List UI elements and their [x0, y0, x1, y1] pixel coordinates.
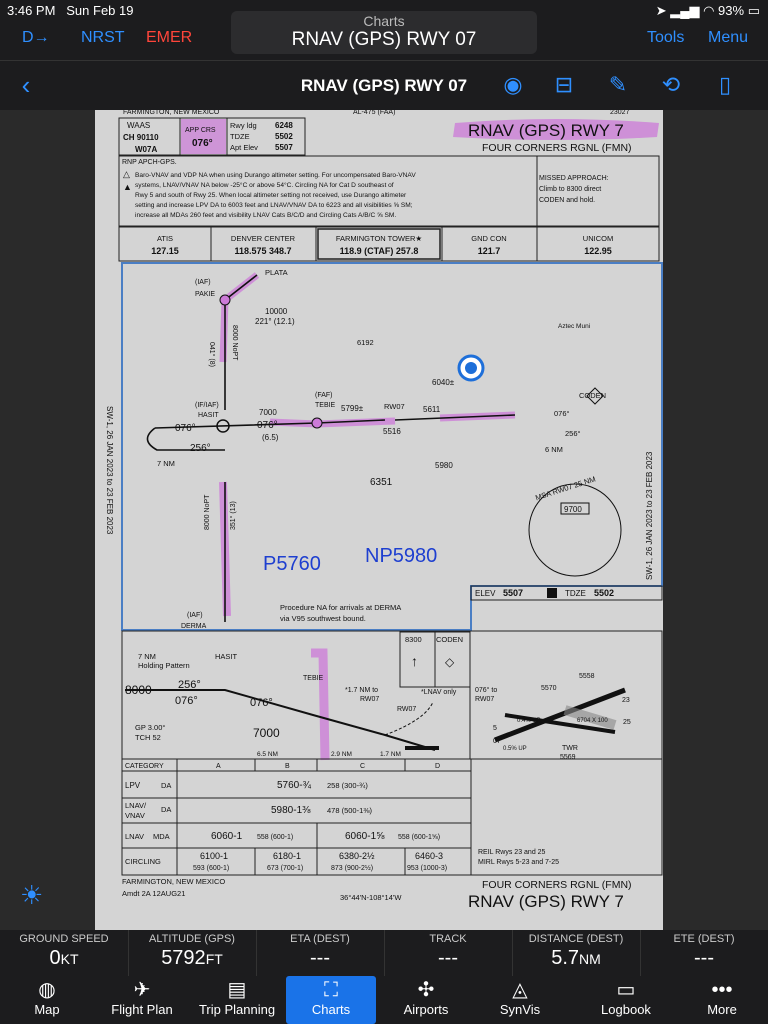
tdze-value: 5502: [275, 132, 293, 141]
freq-atis-value: 127.15: [151, 246, 179, 256]
note-line-3: Rwy 5 and south of Rwy 25. When local altimeter setting not received, use Durango altimeter: [135, 192, 407, 199]
glidepath: GP 3.00°: [135, 723, 166, 732]
profile-alt-8000: 8000: [125, 683, 152, 697]
profile-course-256: 256°: [178, 679, 201, 691]
freq-unicom-name: UNICOM: [582, 234, 614, 243]
document-title: RNAV (GPS) RWY 07: [291, 29, 477, 50]
rnp-note: RNP APCH-GPS.: [122, 159, 177, 166]
apt-elev-value: 5507: [275, 143, 293, 152]
nrst-button[interactable]: NRST: [81, 29, 125, 46]
tab-logbook[interactable]: [576, 976, 676, 1024]
circling-label: CIRCLING: [125, 857, 161, 866]
cat-a: A: [216, 763, 221, 770]
course-256-hold: 256°: [190, 443, 211, 454]
diag-slope-2: 0.5% UP: [503, 746, 527, 752]
stat-altitude[interactable]: [128, 930, 257, 976]
side-date-right: SW-1, 26 JAN 2023 to 23 FEB 2023: [645, 451, 654, 580]
stat-value: ---: [310, 947, 330, 969]
nopt-8000-south: 8000 NoPT: [204, 494, 211, 530]
diag-slope-up: 0.4% UP: [517, 718, 541, 724]
chart-title: RNAV (GPS) RWY 07: [300, 76, 468, 95]
hasit-label-1: (IF/IAF): [195, 402, 219, 409]
footer-title: RNAV (GPS) RWY 7: [468, 892, 624, 911]
stat-ground-speed[interactable]: [0, 930, 129, 976]
diag-course-076-2: RW07: [475, 696, 495, 703]
circ-a-hat: 593 (600-1): [193, 865, 230, 872]
course-041: 041° (8): [208, 342, 215, 367]
missed-approach-2: Climb to 8300 direct: [539, 186, 602, 193]
freq-tower-value: 118.9 (CTAF) 257.8: [339, 246, 419, 256]
elev-5799: 5799±: [341, 404, 364, 413]
stat-label: ETE (DEST): [673, 933, 735, 945]
back-chevron-icon[interactable]: ‹: [21, 70, 31, 100]
tebie-label-1: (FAF): [315, 392, 333, 399]
header-number: 23027: [610, 110, 630, 116]
footer-amdt: Amdt 2A 12AUG21: [122, 889, 186, 898]
diag-elev-5570: 5570: [541, 685, 557, 692]
lpv-hat: 258 (300-¾): [327, 781, 368, 790]
globe-georef-icon[interactable]: ◉: [503, 72, 523, 97]
top-navigation-bar: [0, 0, 768, 60]
circ-d-hat: 953 (1000-3): [407, 865, 448, 872]
waas-label: WAAS: [127, 121, 151, 130]
profile-alt-7000: 7000: [253, 726, 280, 740]
emer-button[interactable]: EMER: [146, 29, 193, 46]
plata-label: PLATA: [265, 268, 288, 277]
elev-5611: 5611: [423, 405, 441, 414]
procedure-title: RNAV (GPS) RWY 7: [468, 121, 624, 140]
brightness-icon[interactable]: ☀: [20, 880, 44, 910]
lnav-vnav-hat: 478 (500-1⅜): [327, 806, 373, 815]
charts-icon: ⛶: [324, 979, 338, 1001]
stat-track[interactable]: [384, 930, 513, 976]
wifi-icon: ◠: [703, 3, 715, 18]
diag-rw25: 25: [623, 719, 631, 726]
tebie-fix-icon: [312, 418, 322, 428]
clipboard-icon: ▤: [227, 979, 247, 1001]
rotate-icon[interactable]: ⟲: [661, 72, 681, 97]
synvis-icon: ◬: [512, 979, 528, 1001]
profile-tebie: TEBIE: [303, 675, 324, 682]
pakie-label-2: PAKIE: [195, 291, 216, 298]
diag-rw5: 5: [493, 725, 497, 732]
lnav-vnav-da: DA: [161, 805, 172, 814]
battery-icon: ▭: [747, 3, 760, 18]
waas-id: W07A: [135, 145, 158, 154]
lnav-ab-hat: 558 (600-1): [257, 834, 294, 841]
profile-hasit: HASIT: [215, 652, 238, 661]
clock: 3:46 PM: [7, 3, 56, 18]
app-crs-label: APP CRS: [185, 127, 216, 134]
stat-distance[interactable]: [512, 930, 641, 976]
document-title-button[interactable]: [231, 11, 537, 54]
tch: TCH 52: [135, 733, 161, 742]
tab-charts[interactable]: [286, 976, 376, 1024]
footer-airport: FOUR CORNERS RGNL (FMN): [482, 879, 632, 891]
diag-course-076-1: 076° to: [475, 687, 498, 694]
footer-coords: 36°44'N-108°14'W: [340, 893, 402, 902]
ma-altitude: 8300: [405, 635, 422, 644]
ma-climb-arrow-icon: ↑: [411, 653, 418, 669]
tebie-label-2: TEBIE: [315, 402, 336, 409]
lnav-vnav-minimum-annotation: NP5980: [365, 545, 438, 567]
signal-icon: ▂▄▆: [670, 3, 700, 18]
diag-twr-elev: 5569: [560, 754, 576, 761]
msa-altitude: 9700: [564, 505, 582, 514]
freq-atis-name: ATIS: [156, 234, 174, 243]
location-icon: ➤: [655, 3, 667, 18]
lpv-minimum-annotation: P5760: [263, 553, 321, 575]
warning-icon: △: [123, 169, 130, 179]
tab-synvis[interactable]: [472, 976, 568, 1024]
aztec-label: Aztec Muni: [558, 323, 591, 330]
battery-level: 93%: [718, 3, 745, 18]
lpv-label: LPV: [125, 781, 141, 790]
rw07-label: RW07: [384, 402, 405, 411]
diag-twr: TWR: [562, 745, 578, 752]
tools-button[interactable]: Tools: [647, 29, 685, 46]
holding-line-1: 7 NM: [138, 652, 156, 661]
tab-trip-planning[interactable]: [190, 976, 284, 1024]
circ-c-hat: 873 (900-2½): [331, 865, 374, 872]
tab-label: SynVis: [499, 1002, 541, 1017]
hold-course-256: 256°: [565, 429, 581, 438]
globe-icon: ◍: [38, 979, 56, 1001]
diag-rw07: 07: [493, 738, 501, 745]
alt-7000-plan: 7000: [259, 408, 277, 417]
elev-label: ELEV: [475, 589, 496, 598]
course-076-left: 076°: [175, 423, 196, 434]
alternate-icon: ▲: [123, 182, 132, 192]
stat-value: ---: [694, 947, 714, 969]
ma-fix-icon: ◇: [445, 655, 455, 669]
logbook-icon: ▭: [616, 979, 636, 1001]
circ-a: 6100-1: [200, 851, 229, 861]
missed-approach-3: CODEN and hold.: [539, 197, 596, 204]
dist-6-5: (6.5): [262, 433, 279, 442]
course-076-mid: 076°: [257, 420, 278, 431]
freq-center-name: DENVER CENTER: [230, 234, 296, 243]
note-line-2: systems, LNAV/VNAV NA below -25°C or above 54°C. Circling NA for Cat D southeast of: [135, 182, 394, 189]
lnav-vnav-label-2: VNAV: [125, 811, 145, 820]
profile-dist-3: 1.7 NM: [380, 751, 401, 758]
tdze-label-plan: TDZE: [565, 589, 586, 598]
profile-rw07: RW07: [397, 706, 417, 713]
stat-value: 0: [49, 947, 61, 969]
stat-label: ALTITUDE (GPS): [149, 933, 235, 945]
lnav-label: LNAV: [125, 832, 145, 841]
approach-plate[interactable]: [95, 110, 663, 930]
course-351: 351° (13): [230, 501, 237, 530]
waas-channel: CH 90110: [123, 133, 159, 142]
hold-course-076: 076°: [554, 409, 570, 418]
lnav-cd-hat: 558 (600-1⅝): [398, 834, 441, 841]
derma-label-1: (IAF): [187, 612, 203, 619]
to-rw07-1: *1.7 NM to: [345, 687, 379, 694]
missed-approach-1: MISSED APPROACH:: [539, 175, 609, 182]
tab-label: Logbook: [601, 1002, 651, 1017]
tab-label: Airports: [403, 1002, 449, 1017]
pakie-label-1: (IAF): [195, 279, 211, 286]
proc-na-2: via V95 southwest bound.: [280, 614, 366, 623]
sidebar-icon[interactable]: ▯: [718, 72, 732, 97]
coden-label: CODEN: [579, 391, 607, 400]
lnav-mda: MDA: [153, 832, 170, 841]
more-icon: •••: [711, 979, 733, 1001]
freq-gnd-value: 121.7: [477, 246, 501, 256]
tab-label: Map: [34, 1002, 60, 1017]
diag-rw23: 23: [622, 697, 630, 704]
note-line-5: increase all MDAs 260 feet and visibility LNAV Cats B/C/D and Circling Cats A/B/C ⅝ SM.: [135, 212, 397, 219]
plane-icon: ✈: [133, 979, 151, 1001]
profile-course-076: 076°: [175, 695, 198, 707]
cat-header: CATEGORY: [125, 763, 164, 770]
lnav-only: *LNAV only: [421, 689, 457, 696]
chart-toolbar: [0, 60, 768, 111]
course-221: 221° (12.1): [255, 317, 295, 326]
tab-label: Charts: [311, 1002, 351, 1017]
date: Sun Feb 19: [66, 3, 134, 18]
profile-course-076-b: 076°: [250, 697, 273, 709]
footer-city: FARMINGTON, NEW MEXICO: [122, 877, 226, 886]
lighting-2: MIRL Rwys 5-23 and 7-25: [478, 859, 560, 866]
diag-elev-5558: 5558: [579, 673, 595, 680]
stat-eta[interactable]: [256, 930, 385, 976]
msa-label: MSA RW07 25 NM: [534, 474, 597, 503]
stat-label: DISTANCE (DEST): [528, 933, 624, 945]
airport-name: FOUR CORNERS RGNL (FMN): [482, 142, 632, 154]
lpv-minimum: 5760-¾: [277, 780, 311, 791]
freq-tower-name: FARMINGTON TOWER★: [335, 234, 423, 243]
tab-more[interactable]: [676, 976, 768, 1024]
rwy-ldg-value: 6248: [275, 121, 293, 130]
elev-6040: 6040±: [432, 378, 455, 387]
proc-na-1: Procedure NA for arrivals at DERMA: [280, 603, 402, 612]
elev-6192: 6192: [357, 338, 374, 347]
cat-c: C: [360, 763, 366, 770]
holding-line-2: Holding Pattern: [138, 661, 190, 670]
app-crs-value: 076°: [192, 138, 213, 149]
nopt-8000: 8000 NoPT: [231, 325, 238, 361]
hold-6nm: 6 NM: [545, 445, 563, 454]
lnav-vnav-minimum: 5980-1⅜: [271, 805, 311, 816]
stat-value: ---: [438, 947, 458, 969]
profile-dist-1: 6.5 NM: [257, 751, 278, 758]
alt-10000: 10000: [265, 307, 288, 316]
stat-label: ETA (DEST): [290, 933, 350, 945]
tab-label: More: [707, 1002, 737, 1017]
lnav-ab-minimum: 6060-1: [211, 831, 243, 842]
tab-flight-plan[interactable]: [94, 976, 190, 1024]
derma-label-2: DERMA: [181, 623, 207, 630]
tab-label: Flight Plan: [111, 1002, 173, 1017]
tdze-value-plan: 5502: [594, 588, 615, 598]
stat-value: 5792: [161, 947, 206, 969]
stat-value: 5.7: [551, 947, 580, 969]
airport-icon: ✣: [417, 979, 435, 1001]
direct-to-button[interactable]: D→: [22, 29, 50, 46]
note-line-1: Baro-VNAV and VDP NA when using Durango altimeter setting. For uncompensated Baro-VNAV: [135, 172, 416, 179]
cat-d: D: [435, 763, 441, 770]
stat-unit: NM: [579, 951, 601, 967]
stat-unit: FT: [205, 951, 223, 967]
section-label: Charts: [363, 13, 405, 29]
elev-6351: 6351: [370, 477, 393, 488]
side-date-left: SW-1, 26 JAN 2023 to 23 FEB 2023: [105, 406, 114, 535]
tab-bar: [0, 976, 768, 1024]
note-line-4: setting and increase LPV DA to 6003 feet and LNAV/VNAV DA to 6223 and all visibilities ⅝ SM;: [135, 202, 413, 209]
freq-unicom-value: 122.95: [584, 246, 612, 256]
menu-button[interactable]: Menu: [708, 29, 749, 46]
profile-dist-2: 2.9 NM: [331, 751, 352, 758]
circ-d: 6460-3: [415, 851, 444, 861]
stat-unit: KT: [60, 951, 79, 967]
lpv-da: DA: [161, 781, 172, 790]
header-al: AL-475 (FAA): [353, 110, 396, 116]
stat-label: TRACK: [429, 933, 467, 945]
cat-b: B: [285, 763, 290, 770]
circ-b: 6180-1: [273, 851, 302, 861]
rwy-ldg-label: Rwy ldg: [230, 121, 257, 130]
lighting-1: REIL Rwys 23 and 25: [478, 849, 546, 856]
hasit-label-2: HASIT: [198, 412, 219, 419]
ma-fix: CODEN: [436, 635, 464, 644]
tdze-label: TDZE: [230, 132, 250, 141]
tab-airports[interactable]: [380, 976, 472, 1024]
tab-label: Trip Planning: [198, 1002, 276, 1017]
to-rw07-2: RW07: [360, 696, 380, 703]
hold-7nm: 7 NM: [157, 459, 175, 468]
apt-elev-label: Apt Elev: [230, 143, 258, 152]
circ-c: 6380-2½: [339, 851, 375, 861]
diag-runway-dim: 6704 X 100: [577, 718, 608, 724]
split-view-icon[interactable]: ⊟: [554, 72, 574, 97]
lnav-cd-minimum: 6060-1⅝: [345, 831, 385, 842]
elev-5516: 5516: [383, 427, 401, 436]
elev-5980: 5980: [435, 461, 453, 470]
circ-b-hat: 673 (700-1): [267, 865, 304, 872]
elev-value: 5507: [503, 588, 524, 598]
pakie-fix-icon: [220, 295, 230, 305]
tab-map[interactable]: [0, 976, 94, 1024]
freq-center-value: 118.575 348.7: [234, 246, 292, 256]
annotate-icon[interactable]: ✎: [608, 72, 628, 97]
freq-gnd-name: GND CON: [471, 234, 507, 243]
stat-ete[interactable]: [640, 930, 768, 976]
stat-label: GROUND SPEED: [19, 933, 109, 945]
instrument-bar: [0, 930, 768, 976]
header-city: FARMINGTON, NEW MEXICO: [123, 110, 220, 116]
lnav-vnav-label-1: LNAV/: [125, 801, 147, 810]
